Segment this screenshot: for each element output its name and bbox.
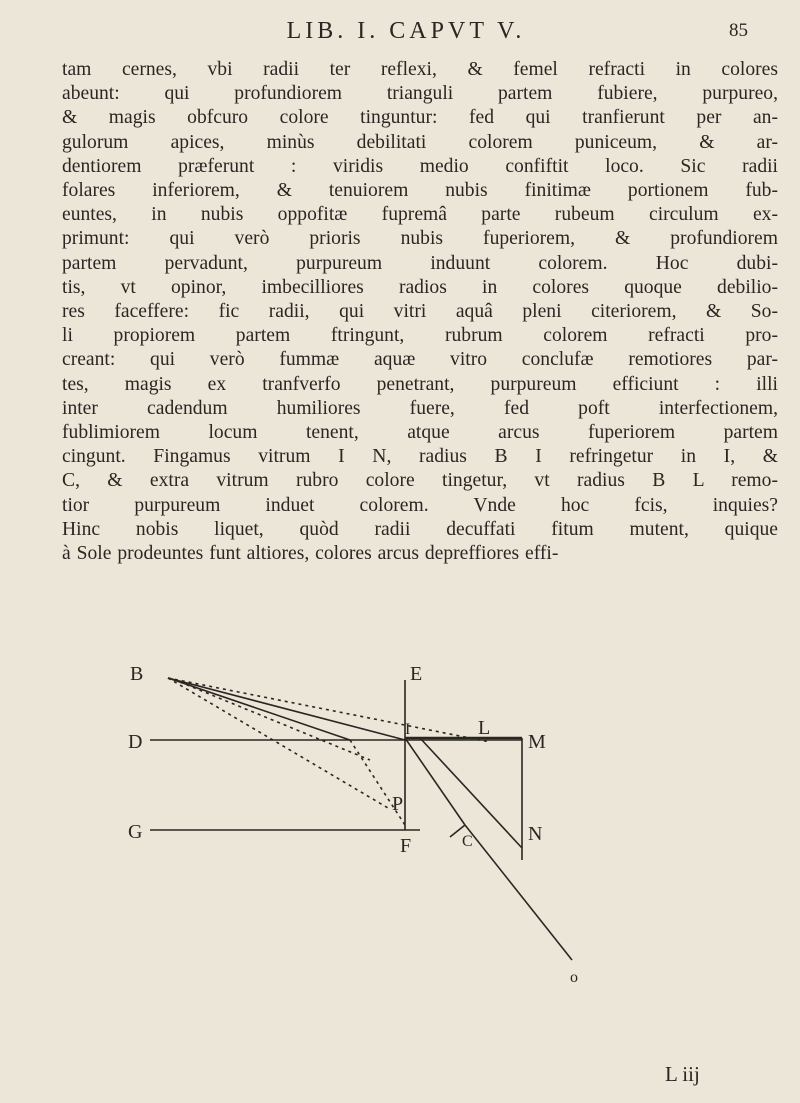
page-number: 85	[729, 20, 748, 41]
page-header	[56, 18, 756, 58]
text-line: inter cadendum humiliores fuere, fed poft interfectionem,	[62, 397, 778, 419]
label-O: o	[570, 969, 578, 986]
text-line: tes, magis ex tranfverfo penetrant, purpureum efficiunt : illi	[62, 373, 778, 395]
text-line: abeunt: qui profundiorem trianguli partem fubiere, purpureo,	[62, 83, 778, 105]
running-head: LIB. I. CAPVT V.	[286, 18, 526, 44]
label-E: E	[410, 663, 423, 685]
text-line: cingunt. Fingamus vitrum I N, radius B I refringetur in I, &	[62, 446, 778, 468]
label-B: B	[130, 663, 144, 685]
label-P: P	[392, 793, 404, 815]
text-line: tis, vt opinor, imbecilliores radios in colores quoque debilio-	[62, 276, 778, 298]
text-line: tam cernes, vbi radii ter reflexi, & femel refracti in colores	[62, 59, 778, 80]
text-line: tior purpureum induet colorem. Vnde hoc fcis, inquies?	[62, 494, 778, 516]
label-N: N	[528, 823, 543, 845]
text-line: Hinc nobis liquet, quòd radii decuffati fitum mutent, quique	[62, 518, 778, 540]
label-L: L	[478, 717, 491, 739]
label-C: C	[462, 833, 473, 850]
text-line: dentiorem præferunt : viridis medio confiftit loco. Sic radii	[62, 155, 778, 177]
ray-I-F	[405, 738, 465, 825]
ray-B-P-dotted	[168, 678, 388, 808]
ray-B-I-2	[168, 678, 350, 740]
catchword: L iij	[665, 1062, 700, 1086]
text-line: euntes, in nubis oppofitæ fupremâ parte rubeum circulum ex-	[62, 204, 778, 226]
text-line: à Sole prodeuntes funt altiores, colores arcus depreffiores effi-	[62, 543, 559, 565]
text-line: gulorum apices, minùs debilitati colorem puniceum, & ar-	[62, 131, 778, 153]
text-line: li propiorem partem ftringunt, rubrum colorem refracti pro-	[62, 325, 778, 347]
text-line: partem pervadunt, purpureum induunt colorem. Hoc dubi-	[62, 252, 778, 274]
ray-dotted-3	[180, 682, 370, 760]
label-F: F	[400, 835, 412, 857]
text-line: creant: qui verò fummæ aquæ vitro conclufæ remotiores par-	[62, 349, 778, 371]
text-line: primunt: qui verò prioris nubis fuperiorem, & profundiorem	[62, 228, 778, 250]
refraction-diagram	[120, 660, 680, 1070]
label-G: G	[128, 821, 143, 843]
text-line: folares inferiorem, & tenuiorem nubis finitimæ portionem fub-	[62, 180, 778, 202]
text-line: & magis obfcuro colore tinguntur: fed qui tranfierunt per an-	[62, 107, 778, 129]
label-I: I	[405, 721, 411, 738]
geometric-figure	[120, 660, 680, 1070]
ray-B-I-1	[168, 678, 405, 740]
text-line: res faceffere: fic radii, qui vitri aquâ pleni citeriorem, & So-	[62, 301, 778, 323]
text-line: fublimiorem locum tenent, atque arcus fuperiorem partem	[62, 422, 778, 444]
label-D: D	[128, 731, 143, 753]
body-text	[62, 58, 778, 566]
label-M: M	[528, 731, 546, 753]
text-line: C, & extra vitrum rubro colore tingetur, vt radius B L remo-	[62, 470, 778, 492]
